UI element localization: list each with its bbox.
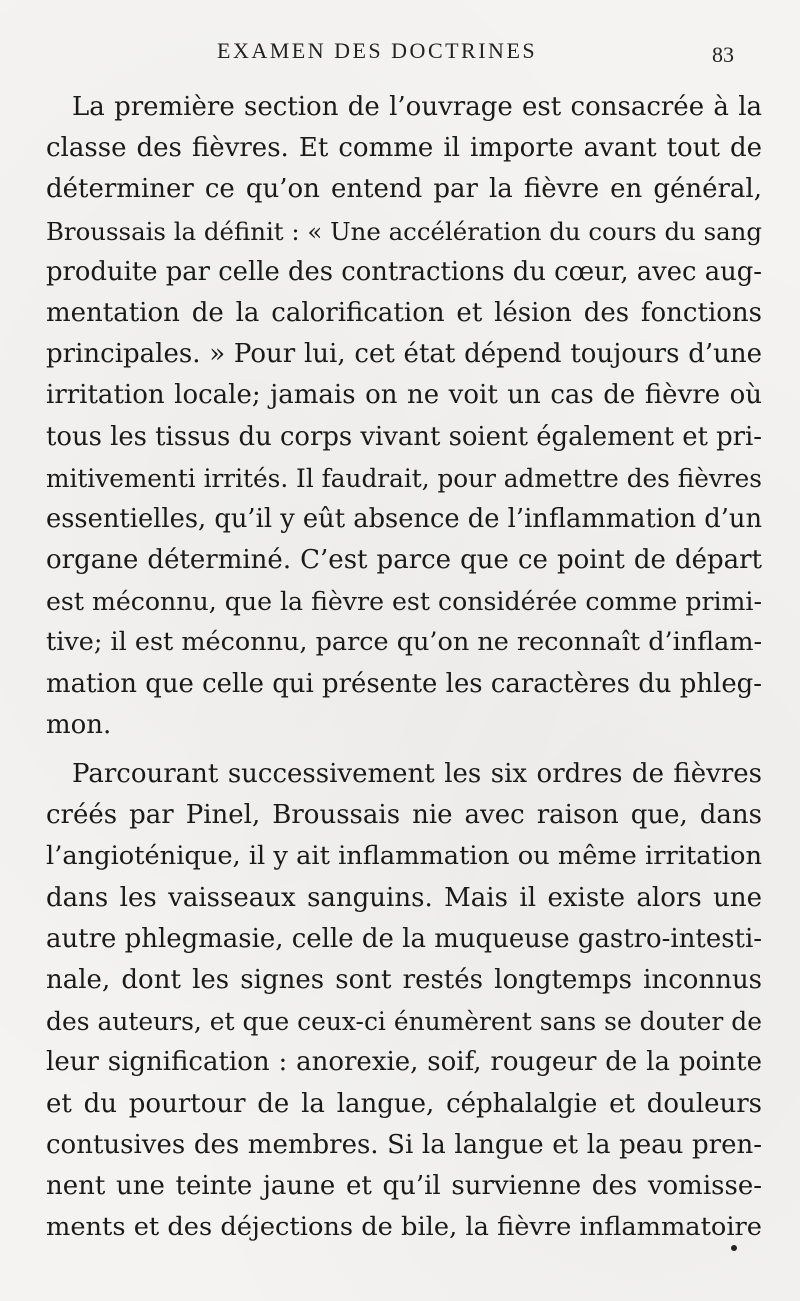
text-line: Broussais la définit : « Une accélération du cours du sang bbox=[46, 216, 762, 246]
text-line: l’angioténique, il y ait inflammation ou même irritation bbox=[46, 841, 762, 872]
text-line: essentielles, qu’il y eût absence de l’inflammation d’un bbox=[46, 503, 763, 534]
text-line: La première section de l’ouvrage est consacrée à la bbox=[72, 92, 763, 122]
text-line: des auteurs, et que ceux-ci énumèrent sans se douter de bbox=[46, 1007, 762, 1037]
text-line: mentation de la calorification et lésion des fonctions bbox=[46, 297, 762, 328]
text-line: contusives des membres. Si la langue et la peau pren- bbox=[46, 1129, 763, 1160]
text-line: mon. bbox=[46, 709, 112, 740]
text-line: créés par Pinel, Broussais nie avec raison que, dans bbox=[46, 800, 763, 831]
text-line: déterminer ce qu’on entend par la fièvre en général, bbox=[46, 174, 762, 205]
running-head: EXAMEN DES DOCTRINES bbox=[217, 38, 538, 63]
text-line: et du pourtour de la langue, céphalalgie et douleurs bbox=[46, 1088, 763, 1119]
text-line: tive; il est méconnu, parce qu’on ne reconnaît d’inflam- bbox=[46, 627, 763, 658]
text-line: mation que celle qui présente les caractères du phleg- bbox=[46, 668, 762, 699]
page-header bbox=[0, 38, 800, 72]
text-line: Parcourant successivement les six ordres de fièvres bbox=[72, 759, 763, 789]
text-line: produite par celle des contractions du cœur, avec aug- bbox=[46, 256, 762, 287]
text-line: nent une teinte jaune et qu’il survienne des vomisse- bbox=[46, 1170, 762, 1201]
text-line: dans les vaisseaux sanguins. Mais il existe alors une bbox=[46, 882, 762, 913]
text-line: organe déterminé. C’est parce que ce point de départ bbox=[46, 545, 763, 576]
text-line: autre phlegmasie, celle de la muqueuse gastro-intesti- bbox=[46, 923, 762, 954]
text-line: principales. » Pour lui, cet état dépend toujours d’une bbox=[46, 339, 762, 370]
page-number: 83 bbox=[712, 42, 734, 67]
text-line: tous les tissus du corps vivant soient également et pri- bbox=[46, 421, 763, 452]
text-line: leur signification : anorexie, soif, rougeur de la pointe bbox=[46, 1047, 763, 1078]
paragraph-2 bbox=[46, 754, 762, 1248]
text-line: classe des fièvres. Et comme il importe avant tout de bbox=[46, 133, 762, 164]
text-line: ments et des déjections de bile, la fièvre inflammatoire bbox=[46, 1212, 762, 1243]
body-text bbox=[46, 87, 762, 1248]
text-line: est méconnu, que la fièvre est considérée comme primi- bbox=[46, 587, 762, 617]
text-line: nale, dont les signes sont restés longtemps inconnus bbox=[46, 964, 763, 995]
ink-dot bbox=[731, 1245, 737, 1251]
paragraph-1 bbox=[46, 87, 762, 746]
text-line: irritation locale; jamais on ne voit un cas de fièvre où bbox=[46, 380, 763, 411]
text-line: mitivementi irrités. Il faudrait, pour admettre des fièvres bbox=[46, 463, 762, 493]
